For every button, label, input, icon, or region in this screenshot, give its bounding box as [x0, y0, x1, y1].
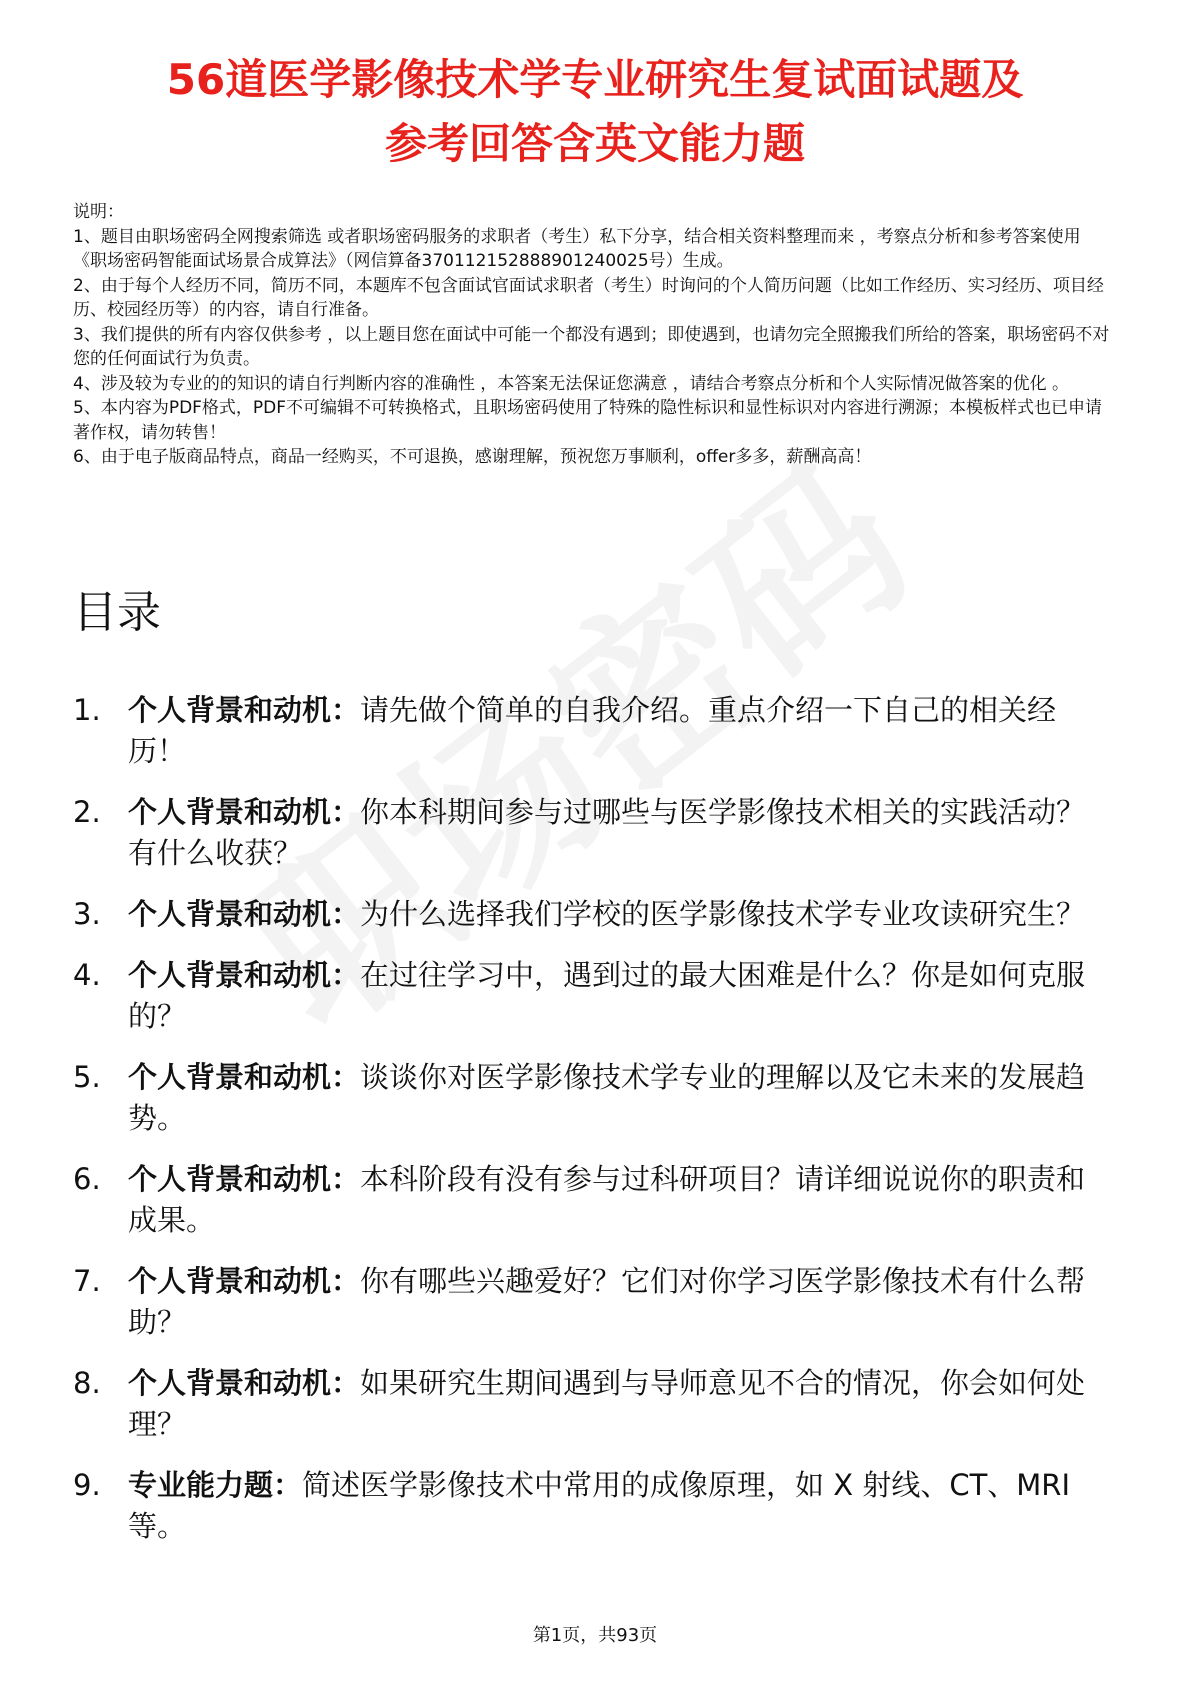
toc-item-text: 为什么选择我们学校的医学影像技术学专业攻读研究生？	[360, 897, 1086, 931]
toc-item-category: 个人背景和动机：	[128, 897, 361, 931]
toc-item-text: 如果研究生期间遇到与导师意见不合的情况，你会如何处理？	[128, 1366, 1086, 1441]
toc-item[interactable]	[73, 1057, 1113, 1139]
toc-heading: 目录	[73, 587, 161, 638]
toc-item-text: 谈谈你对医学影像技术学专业的理解以及它未来的发展趋势。	[128, 1060, 1086, 1135]
toc-item[interactable]	[73, 1465, 1113, 1547]
toc-item-text: 在过往学习中，遇到过的最大困难是什么？你是如何克服的？	[128, 958, 1086, 1033]
toc-item-number: 2.	[73, 795, 101, 829]
toc-item-category: 个人背景和动机：	[128, 693, 361, 727]
toc-item[interactable]	[73, 894, 1113, 935]
document-title	[40, 48, 1150, 176]
toc-item-number: 3.	[73, 897, 101, 931]
title-line-1: 56道医学影像技术学专业研究生复试面试题及	[166, 55, 1024, 104]
toc-item-category: 个人背景和动机：	[128, 1162, 361, 1196]
toc-item-number: 8.	[73, 1366, 101, 1400]
toc-item-number: 5.	[73, 1060, 101, 1094]
toc-item[interactable]	[73, 690, 1113, 772]
note-item: 5、本内容为PDF格式，PDF不可编辑不可转换格式，且职场密码使用了特殊的隐性标识和显性标识对内容进行溯源；本模板样式也已申请著作权，请勿转售！	[73, 398, 1103, 443]
toc-item-number: 1.	[73, 693, 101, 727]
toc-item-category: 个人背景和动机：	[128, 795, 361, 829]
toc-item[interactable]	[73, 1261, 1113, 1343]
toc-item[interactable]	[73, 955, 1113, 1037]
toc-item-category: 个人背景和动机：	[128, 1366, 361, 1400]
note-item: 4、涉及较为专业的的知识的请自行判断内容的准确性 ，本答案无法保证您满意 ，请结合考察点分析和个人实际情况做答案的优化 。	[73, 373, 1070, 394]
toc-item-number: 4.	[73, 958, 101, 992]
notes-section	[73, 200, 1113, 470]
toc-item-number: 6.	[73, 1162, 101, 1196]
note-item: 3、我们提供的所有内容仅供参考 ，以上题目您在面试中可能一个都没有遇到；即使遇到，也请勿完全照搬我们所给的答案，职场密码不对您的任何面试行为负责。	[73, 324, 1110, 369]
toc-item-category: 个人背景和动机：	[128, 958, 361, 992]
toc-item-text: 你本科期间参与过哪些与医学影像技术相关的实践活动？有什么收获？	[128, 795, 1086, 870]
toc-item-text: 请先做个简单的自我介绍。重点介绍一下自己的相关经历！	[128, 693, 1057, 768]
notes-heading: 说明：	[73, 202, 124, 222]
table-of-contents	[73, 690, 1113, 1567]
toc-item-text: 本科阶段有没有参与过科研项目？请详细说说你的职责和成果。	[128, 1162, 1086, 1237]
toc-item[interactable]	[73, 1159, 1113, 1241]
note-item: 1、题目由职场密码全网搜索筛选 或者职场密码服务的求职者（考生）私下分享，结合相关资料整理而来 ，考察点分析和参考答案使用《职场密码智能面试场景合成算法》（网信算备370112152888901240025号）生成。	[73, 226, 1081, 271]
toc-item-category: 个人背景和动机：	[128, 1264, 361, 1298]
title-line-2: 参考回答含英文能力题	[384, 119, 805, 168]
toc-item-number: 7.	[73, 1264, 101, 1298]
toc-item[interactable]	[73, 1363, 1113, 1445]
note-item: 6、由于电子版商品特点，商品一经购买，不可退换，感谢理解，预祝您万事顺利，offer多多，薪酬高高！	[73, 447, 872, 467]
toc-item-text: 你有哪些兴趣爱好？它们对你学习医学影像技术有什么帮助？	[128, 1264, 1086, 1339]
note-item: 2、由于每个人经历不同，简历不同，本题库不包含面试官面试求职者（考生）时询问的个人简历问题（比如工作经历、实习经历、项目经历、校园经历等）的内容，请自行准备。	[73, 275, 1104, 320]
page-footer: 第1页，共93页	[532, 1625, 658, 1646]
toc-item-number: 9.	[73, 1468, 101, 1502]
toc-item-text: 简述医学影像技术中常用的成像原理，如 X 射线、CT、MRI 等。	[128, 1468, 1071, 1543]
toc-item[interactable]	[73, 792, 1113, 874]
toc-item-category: 专业能力题：	[128, 1468, 303, 1502]
toc-item-category: 个人背景和动机：	[128, 1060, 361, 1094]
